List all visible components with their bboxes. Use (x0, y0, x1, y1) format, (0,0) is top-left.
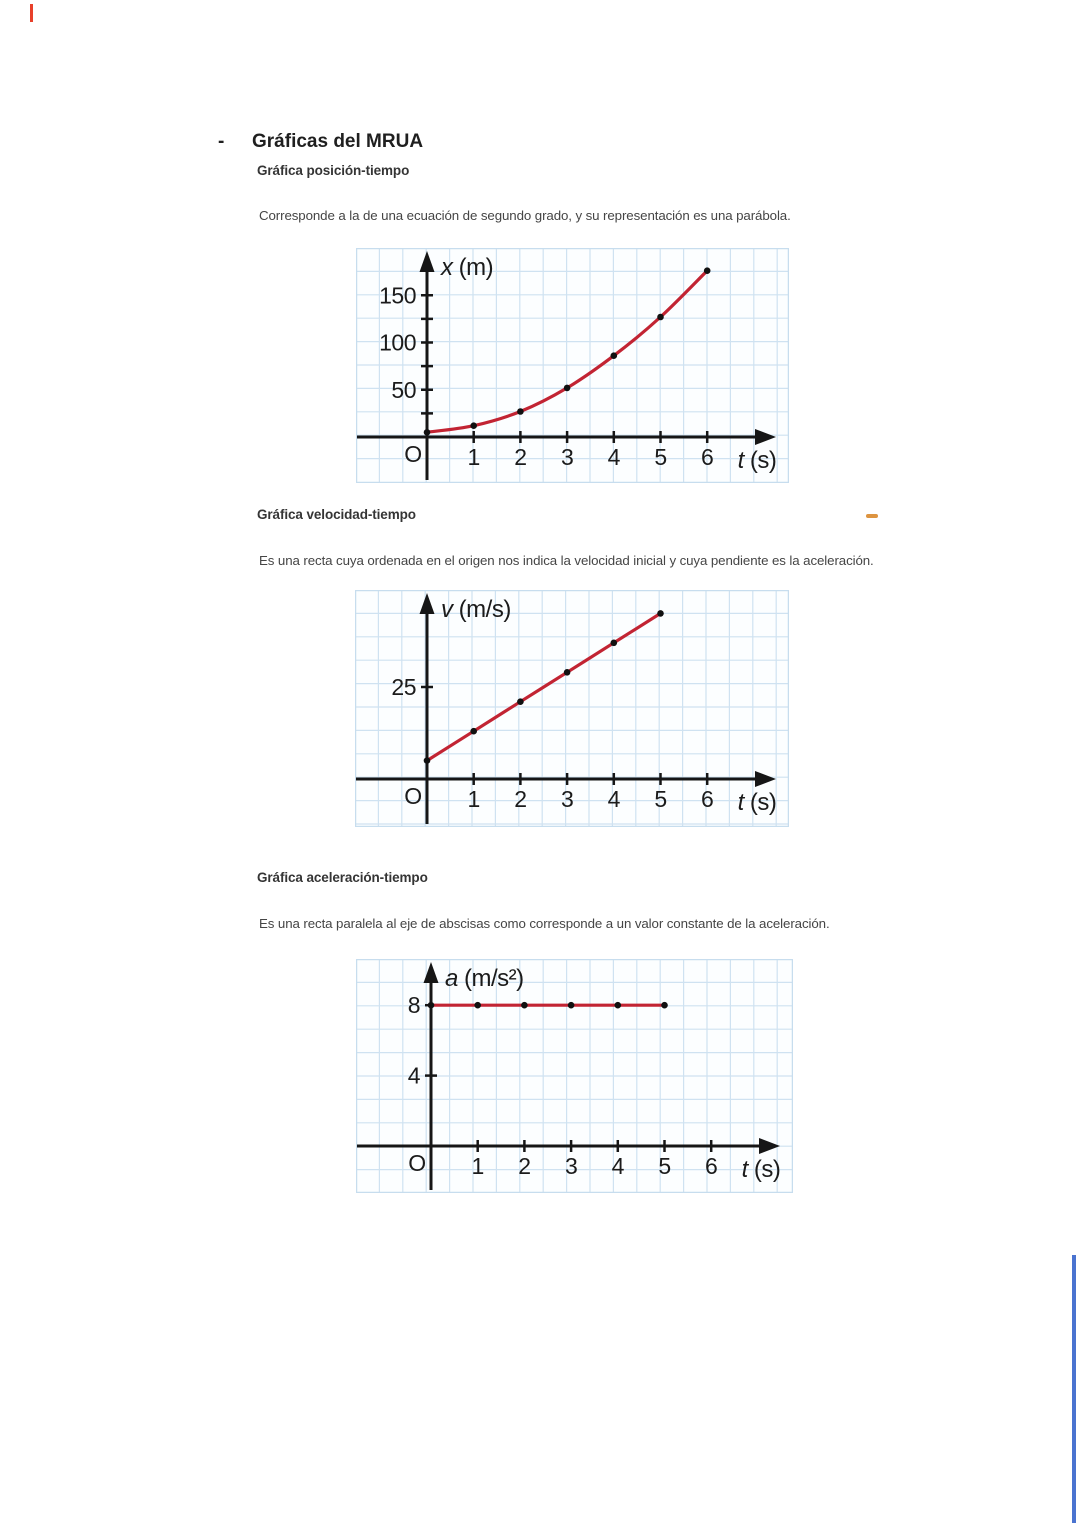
svg-text:50: 50 (391, 376, 416, 403)
svg-text:O: O (404, 783, 422, 809)
svg-text:4: 4 (611, 1153, 624, 1179)
section-heading-velocidad-tiempo: Gráfica velocidad-tiempo (257, 507, 416, 522)
velocity-time-chart (355, 590, 789, 827)
orange-dash-marker (866, 514, 878, 518)
svg-text:6: 6 (701, 786, 714, 812)
svg-text:t (s): t (s) (741, 1156, 781, 1183)
svg-text:4: 4 (607, 786, 620, 812)
svg-text:3: 3 (560, 786, 574, 812)
svg-text:2: 2 (518, 1153, 531, 1179)
section-heading-aceleracion-tiempo: Gráfica aceleración-tiempo (257, 870, 428, 885)
svg-text:t (s): t (s) (737, 789, 777, 816)
section-description-posicion-tiempo: Corresponde a la de una ecuación de segundo grado, y su representación es una parábola. (259, 208, 791, 223)
svg-text:25: 25 (391, 674, 416, 700)
page-title: Gráficas del MRUA (252, 131, 424, 152)
svg-text:O: O (404, 441, 422, 467)
svg-text:100: 100 (379, 329, 416, 356)
section-description-velocidad-tiempo: Es una recta cuya ordenada en el origen nos indica la velocidad inicial y cuya pendiente es la aceleración. (259, 553, 874, 568)
svg-text:4: 4 (407, 1062, 420, 1089)
red-edge-mark (30, 4, 33, 22)
blue-edge-bar (1072, 1255, 1076, 1523)
position-time-chart (356, 248, 789, 483)
svg-text:a (m/s²): a (m/s²) (445, 965, 524, 992)
svg-text:t (s): t (s) (737, 447, 777, 474)
svg-text:2: 2 (514, 444, 527, 470)
svg-text:x (m): x (m) (441, 254, 494, 281)
svg-text:O: O (408, 1150, 426, 1176)
svg-text:2: 2 (514, 786, 527, 812)
svg-text:8: 8 (407, 992, 420, 1019)
acceleration-time-chart (356, 959, 793, 1193)
title-bullet-dash: - (218, 131, 225, 152)
svg-text:150: 150 (379, 282, 416, 309)
svg-text:5: 5 (658, 1153, 671, 1179)
svg-text:6: 6 (705, 1153, 718, 1179)
svg-text:3: 3 (564, 1153, 578, 1179)
svg-text:1: 1 (467, 444, 480, 470)
section-heading-posicion-tiempo: Gráfica posición-tiempo (257, 163, 410, 178)
svg-text:1: 1 (467, 786, 480, 812)
svg-text:6: 6 (701, 444, 714, 470)
section-description-aceleracion-tiempo: Es una recta paralela al eje de abscisas como corresponde a un valor constante de la aceleración. (259, 916, 830, 931)
svg-text:5: 5 (654, 444, 667, 470)
svg-text:4: 4 (607, 444, 620, 470)
svg-text:v (m/s): v (m/s) (441, 596, 511, 623)
svg-text:5: 5 (654, 786, 667, 812)
svg-text:3: 3 (560, 444, 574, 470)
svg-text:1: 1 (471, 1153, 484, 1179)
